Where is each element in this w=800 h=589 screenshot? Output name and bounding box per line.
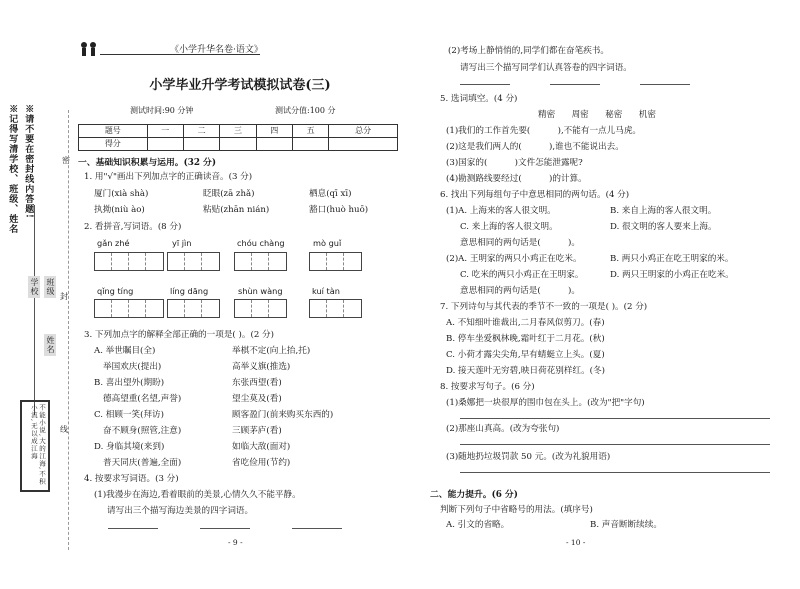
s2-option: B. 声音断断续续。 (590, 520, 662, 530)
q6-option: C. 吃米的两只小鸡正在王明家。 (460, 270, 584, 280)
q6-option: B. 来自上海的客人很文明。 (610, 206, 717, 216)
pinyin-label: yī jìn (172, 238, 192, 248)
brand-logo (78, 40, 100, 58)
q5-item[interactable]: (3)国家的( )文件怎能泄露呢? (446, 158, 583, 168)
q6-option: B. 两只小鸡正在吃王明家的米。 (610, 254, 734, 264)
page-number-left: - 9 - (228, 538, 243, 547)
answer-line[interactable] (640, 84, 690, 85)
s2-prompt: 判断下列句子中省略号的用法。(填序号) (440, 505, 593, 515)
q6-answer[interactable]: 意思相同的两句话是( )。 (460, 286, 580, 296)
pinyin-label: gǎn zhé (97, 238, 130, 248)
q3-option: 东张西望(看) (232, 378, 282, 388)
score-row-label: 得分 (79, 138, 148, 151)
q1-item[interactable]: 粘贴(zhān nián) (203, 205, 270, 215)
q1-item[interactable]: 厦门(xià shà) (94, 189, 149, 199)
answer-line[interactable] (108, 528, 158, 529)
q3-option[interactable]: C. 相顾一笑(拜访) (94, 410, 165, 420)
q3-option: 省吃俭用(节约) (232, 458, 291, 468)
q7-prompt: 7. 下列诗句与其代表的季节不一致的一项是( )。(2 分) (440, 302, 648, 312)
q5-prompt: 5. 选词填空。(4 分) (440, 94, 518, 104)
score-cell[interactable] (256, 138, 292, 151)
q3-option: 望尘莫及(看) (232, 394, 282, 404)
q8-item: (3)随地扔垃圾罚款 50 元。(改为礼貌用语) (446, 452, 611, 462)
q3-option[interactable]: D. 身临其境(来到) (94, 442, 165, 452)
q5-item[interactable]: (4)勘测路线要经过( )的计算。 (446, 174, 587, 184)
sidebar-seal-mi: 密 (62, 156, 70, 165)
q3-option[interactable]: A. 举世瞩目(全) (94, 346, 156, 356)
writing-grid[interactable] (309, 299, 362, 318)
answer-line[interactable] (550, 84, 600, 85)
q1-prompt: 1. 用"√"画出下列加点字的正确读音。(3 分) (84, 172, 253, 182)
score-header: 一 (147, 125, 183, 138)
sidebar-seal-xian: 线 (60, 425, 68, 434)
q3-option: 举棋不定(向上抬,托) (232, 346, 311, 356)
writing-grid[interactable] (234, 299, 287, 318)
q3-prompt: 3. 下列加点字的解释全部正确的一项是( )。(2 分) (84, 330, 274, 340)
q3-option: 普天同庆(普遍,全面) (103, 458, 182, 468)
writing-grid[interactable] (167, 252, 220, 271)
q6-option: (1)A. 上海来的客人很文明。 (446, 206, 556, 216)
page-title: 小学毕业升学考试模拟试卷(三) (149, 78, 331, 93)
score-cell[interactable] (292, 138, 328, 151)
q7-option[interactable]: C. 小荷才露尖尖角,早有蜻蜓立上头。(夏) (446, 350, 605, 360)
seal-line (68, 110, 69, 550)
q6-option: D. 两只王明家的小鸡正在吃米。 (610, 270, 734, 280)
pinyin-label: líng dāng (170, 286, 209, 296)
page-number-right: - 10 - (566, 538, 586, 547)
q3-option[interactable]: B. 喜出望外(期盼) (94, 378, 165, 388)
q3-option: 奋不顾身(照管,注意) (103, 426, 182, 436)
q1-item[interactable]: 眨眼(zā zhǎ) (203, 189, 255, 199)
pinyin-label: mò guǐ (313, 238, 342, 248)
q5-item[interactable]: (1)我们的工作首先要( ),不能有一点儿马虎。 (446, 126, 642, 136)
sidebar-label-name: 姓名 (46, 336, 55, 354)
sidebar-label-school: 学校 (30, 278, 39, 296)
answer-line[interactable] (460, 472, 770, 473)
writing-grid[interactable] (234, 252, 287, 271)
q3-option: 三顾茅庐(看) (232, 426, 282, 436)
q4-2-instruction: 请写出三个描写同学们认真答卷的四字词语。 (460, 63, 632, 73)
answer-line[interactable] (460, 418, 770, 419)
q8-prompt: 8. 按要求写句子。(6 分) (440, 382, 535, 392)
writing-grid[interactable] (167, 299, 220, 318)
q7-option[interactable]: D. 接天莲叶无穷碧,映日荷花别样红。(冬) (446, 366, 605, 376)
writing-grid[interactable] (94, 252, 164, 271)
brand-name: 《小学升华名卷·语文》 (170, 45, 263, 55)
exam-time: 测试时间:90 分钟 (130, 106, 194, 115)
q3-option: 德高望重(名望,声誉) (103, 394, 182, 404)
exam-score: 测试分值:100 分 (275, 106, 336, 115)
sidebar-motto-box: 不能小说,大的江海,不积小流,无以成江海 (20, 400, 50, 492)
score-cell[interactable] (220, 138, 256, 151)
sidebar-notice: ※请不要在密封线内答题! (23, 104, 34, 219)
q6-option: (2)A. 王明家的两只小鸡正在吃米。 (446, 254, 582, 264)
q3-option: 举国欢庆(提出) (103, 362, 162, 372)
q4-2-text: (2)考场上静悄悄的,同学们都在奋笔疾书。 (448, 46, 609, 56)
score-header: 四 (256, 125, 292, 138)
q6-option: D. 很文明的客人要来上海。 (610, 222, 717, 232)
q3-option: 如临大敌(面对) (232, 442, 291, 452)
q1-item[interactable]: 豁口(huò huō) (309, 205, 369, 215)
pinyin-label: kuí tàn (312, 286, 340, 296)
q6-option: C. 来上海的客人很文明。 (460, 222, 558, 232)
score-table-row (79, 138, 398, 151)
score-cell[interactable] (183, 138, 219, 151)
writing-grid[interactable] (309, 252, 362, 271)
pinyin-label: chóu chàng (237, 238, 285, 248)
writing-grid[interactable] (94, 299, 164, 318)
s2-option: A. 引文的省略。 (446, 520, 510, 530)
q1-item[interactable]: 执拗(niù ào) (94, 205, 145, 215)
q3-option: 高举义旗(推选) (232, 362, 291, 372)
answer-line[interactable] (460, 444, 770, 445)
q4-prompt: 4. 按要求写词语。(3 分) (84, 474, 179, 484)
score-header: 题号 (79, 125, 148, 138)
q4-1-text: (1)我漫步在海边,看着眼前的美景,心情久久不能平静。 (94, 490, 301, 500)
section-1-heading: 一、基础知识积累与运用。(32 分) (78, 158, 216, 168)
q2-prompt: 2. 看拼音,写词语。(8 分) (84, 222, 182, 232)
q6-prompt: 6. 找出下列每组句子中意思相同的两句话。(4 分) (440, 190, 630, 200)
score-header: 三 (220, 125, 256, 138)
answer-line[interactable] (460, 84, 510, 85)
sidebar-name-line (34, 205, 35, 415)
running-figures-icon (78, 40, 100, 58)
q3-option: 顾客盈门(前来购买东西的) (232, 410, 334, 420)
score-header: 二 (183, 125, 219, 138)
q1-item[interactable]: 栖息(qī xī) (309, 189, 352, 199)
score-table-header-row (79, 125, 398, 138)
q6-answer[interactable]: 意思相同的两句话是( )。 (460, 238, 580, 248)
pinyin-label: qǐng tíng (97, 286, 134, 296)
q8-item: (1)桑娜把一块很厚的围巾包在头上。(改为"把"字句) (446, 398, 645, 408)
q4-1-instruction: 请写出三个描写海边美景的四字词语。 (107, 506, 254, 516)
sidebar-label-class: 班级 (46, 278, 55, 296)
score-cell[interactable] (147, 138, 183, 151)
section-2-heading: 二、能力提升。(6 分) (430, 490, 518, 500)
q7-option[interactable]: B. 停车坐爱枫林晚,霜叶红于二月花。(秋) (446, 334, 605, 344)
q5-item[interactable]: (2)这是我们两人的( ),谁也不能说出去。 (446, 142, 624, 152)
answer-line[interactable] (200, 528, 250, 529)
pinyin-label: shùn wàng (238, 286, 283, 296)
q5-word-bank: 精密 周密 秘密 机密 (538, 110, 656, 120)
q7-option[interactable]: A. 不知细叶谁裁出,二月春风似剪刀。(春) (446, 318, 605, 328)
sidebar-notice-2: ※记得写清学校、班级、姓名 (7, 104, 18, 234)
answer-line[interactable] (292, 528, 342, 529)
q8-item: (2)那座山真高。(改为夸张句) (446, 424, 560, 434)
score-table (78, 124, 398, 151)
sidebar-seal-feng: 封 (60, 292, 68, 301)
score-header: 总分 (329, 125, 398, 138)
score-header: 五 (292, 125, 328, 138)
score-cell[interactable] (329, 138, 398, 151)
